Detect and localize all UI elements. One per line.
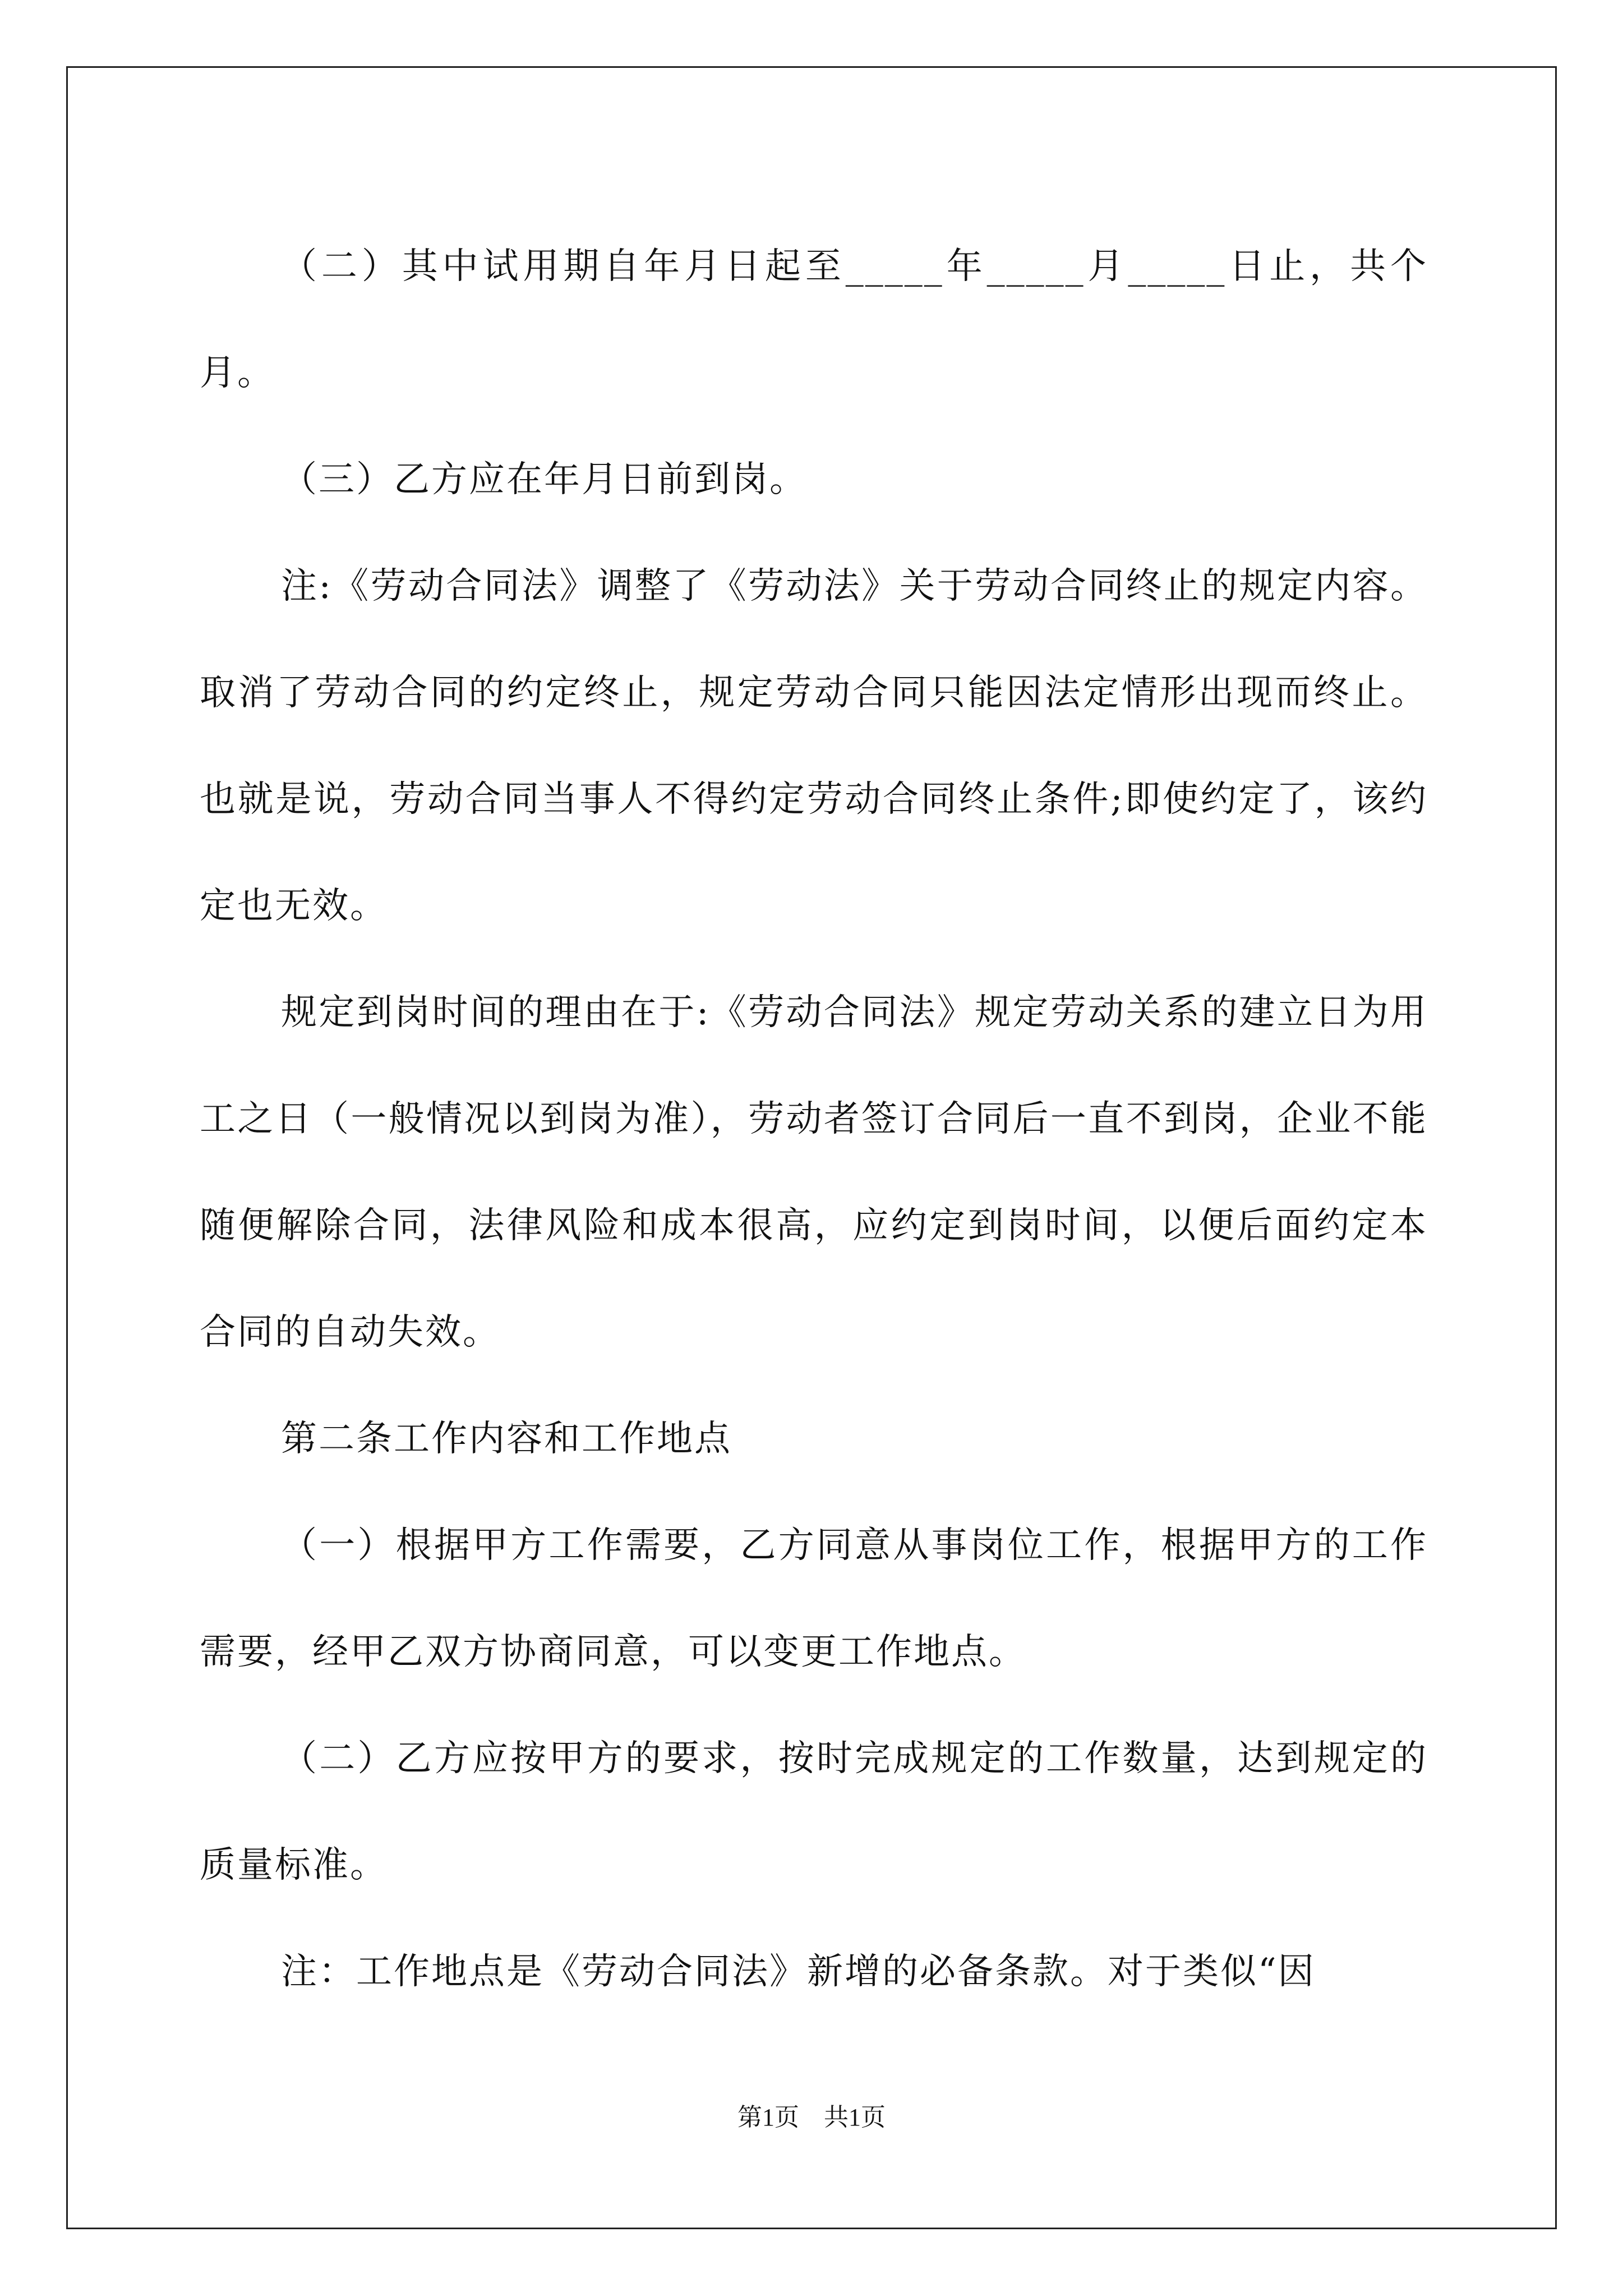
document-body <box>200 213 1428 2025</box>
paragraph-report-time-reason: 规定到岗时间的理由在于:《劳动合同法》规定劳动关系的建立日为用工之日（一般情况以到岗为准），劳动者签订合同后一直不到岗，企业不能随便解除合同，法律风险和成本很高，应约定到岗时间，以便后面约定本合同的自动失效。 <box>200 992 1428 1353</box>
paragraph-note-termination: 注:《劳动合同法》调整了《劳动法》关于劳动合同终止的规定内容。取消了劳动合同的约定终止，规定劳动合同只能因法定情形出现而终止。也就是说，劳动合同当事人不得约定劳动合同终止条件;即使约定了，该约定也无效。 <box>200 565 1428 927</box>
paragraph-work-requirements: （二）乙方应按甲方的要求，按时完成规定的工作数量，达到规定的质量标准。 <box>200 1738 1428 1886</box>
paragraph-work-assignment: （一）根据甲方工作需要，乙方同意从事岗位工作，根据甲方的工作需要，经甲乙双方协商同意，可以变更工作地点。 <box>200 1525 1428 1673</box>
paragraph-note-work-location: 注：工作地点是《劳动合同法》新增的必备条款。对于类似“因 <box>281 1951 1316 1993</box>
page-number-footer: 第1页 共1页 <box>737 2104 886 2131</box>
paragraph-report-date: （三）乙方应在年月日前到岗。 <box>281 459 807 500</box>
article-heading-work-content: 第二条工作内容和工作地点 <box>281 1418 732 1460</box>
paragraph-probation-period: （二）其中试用期自年月日起至_____年_____月_____日止，共个月。 <box>200 246 1428 394</box>
